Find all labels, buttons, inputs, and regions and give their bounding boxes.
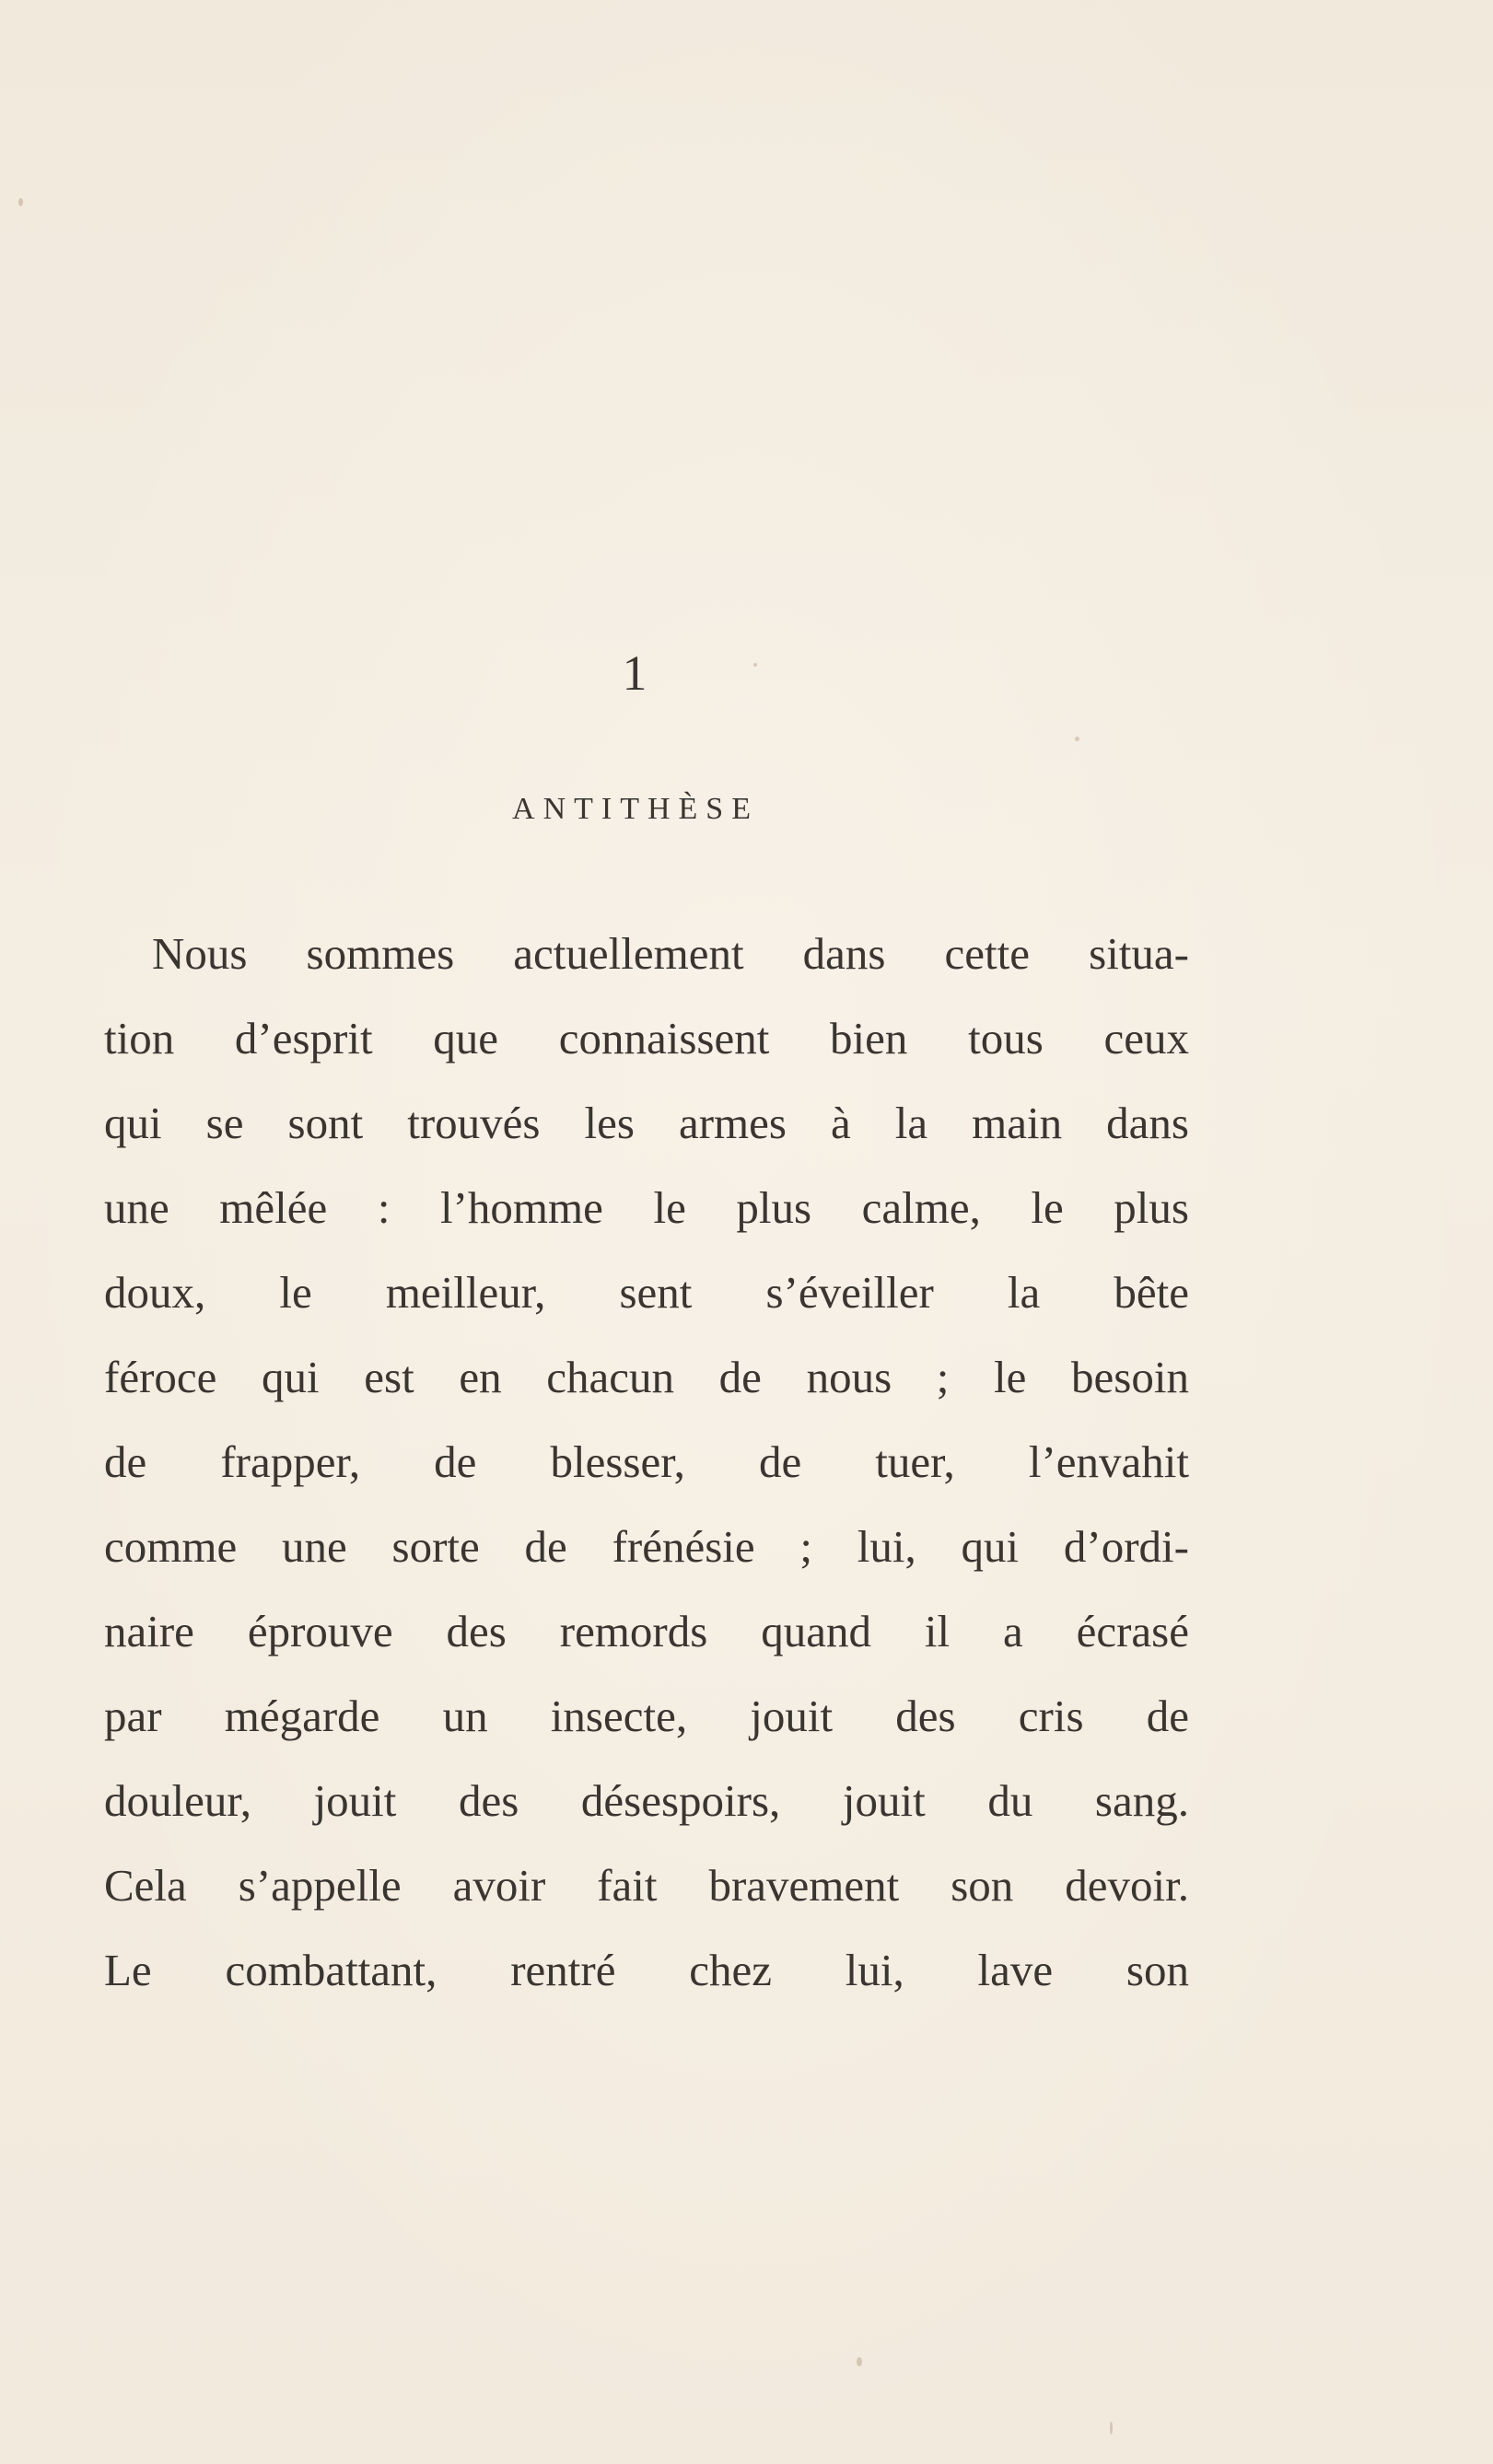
text-line: doux, le meilleur, sent s’éveiller la bête — [104, 1267, 1189, 1318]
text-line: de frapper, de blesser, de tuer, l’envahit — [104, 1436, 1189, 1487]
text-line: tion d’esprit que connaissent bien tous ceux — [104, 1013, 1189, 1063]
text-line: une mêlée : l’homme le plus calme, le plus — [104, 1182, 1189, 1233]
chapter-number: 1 — [622, 645, 649, 701]
text-line: qui se sont trouvés les armes à la main dans — [104, 1098, 1189, 1148]
paper-speck — [1075, 737, 1079, 741]
text-line: par mégarde un insecte, jouit des cris de — [104, 1691, 1189, 1741]
text-line: Le combattant, rentré chez lui, lave son — [104, 1945, 1189, 1995]
text-line: Nous sommes actuellement dans cette situa- — [152, 928, 1189, 979]
text-line: féroce qui est en chacun de nous ; le besoin — [104, 1352, 1189, 1402]
paper-speck — [1110, 2422, 1113, 2435]
paper-speck — [857, 2357, 862, 2366]
text-line: Cela s’appelle avoir fait bravement son devoir. — [104, 1860, 1189, 1911]
text-line: naire éprouve des remords quand il a écrasé — [104, 1606, 1189, 1656]
body-paragraph — [104, 912, 1189, 2013]
text-line: douleur, jouit des désespoirs, jouit du sang. — [104, 1775, 1189, 1826]
chapter-title: ANTITHÈSE — [512, 792, 759, 826]
paper-speck — [18, 198, 23, 206]
text-line: comme une sorte de frénésie ; lui, qui d’ordi- — [104, 1521, 1189, 1572]
